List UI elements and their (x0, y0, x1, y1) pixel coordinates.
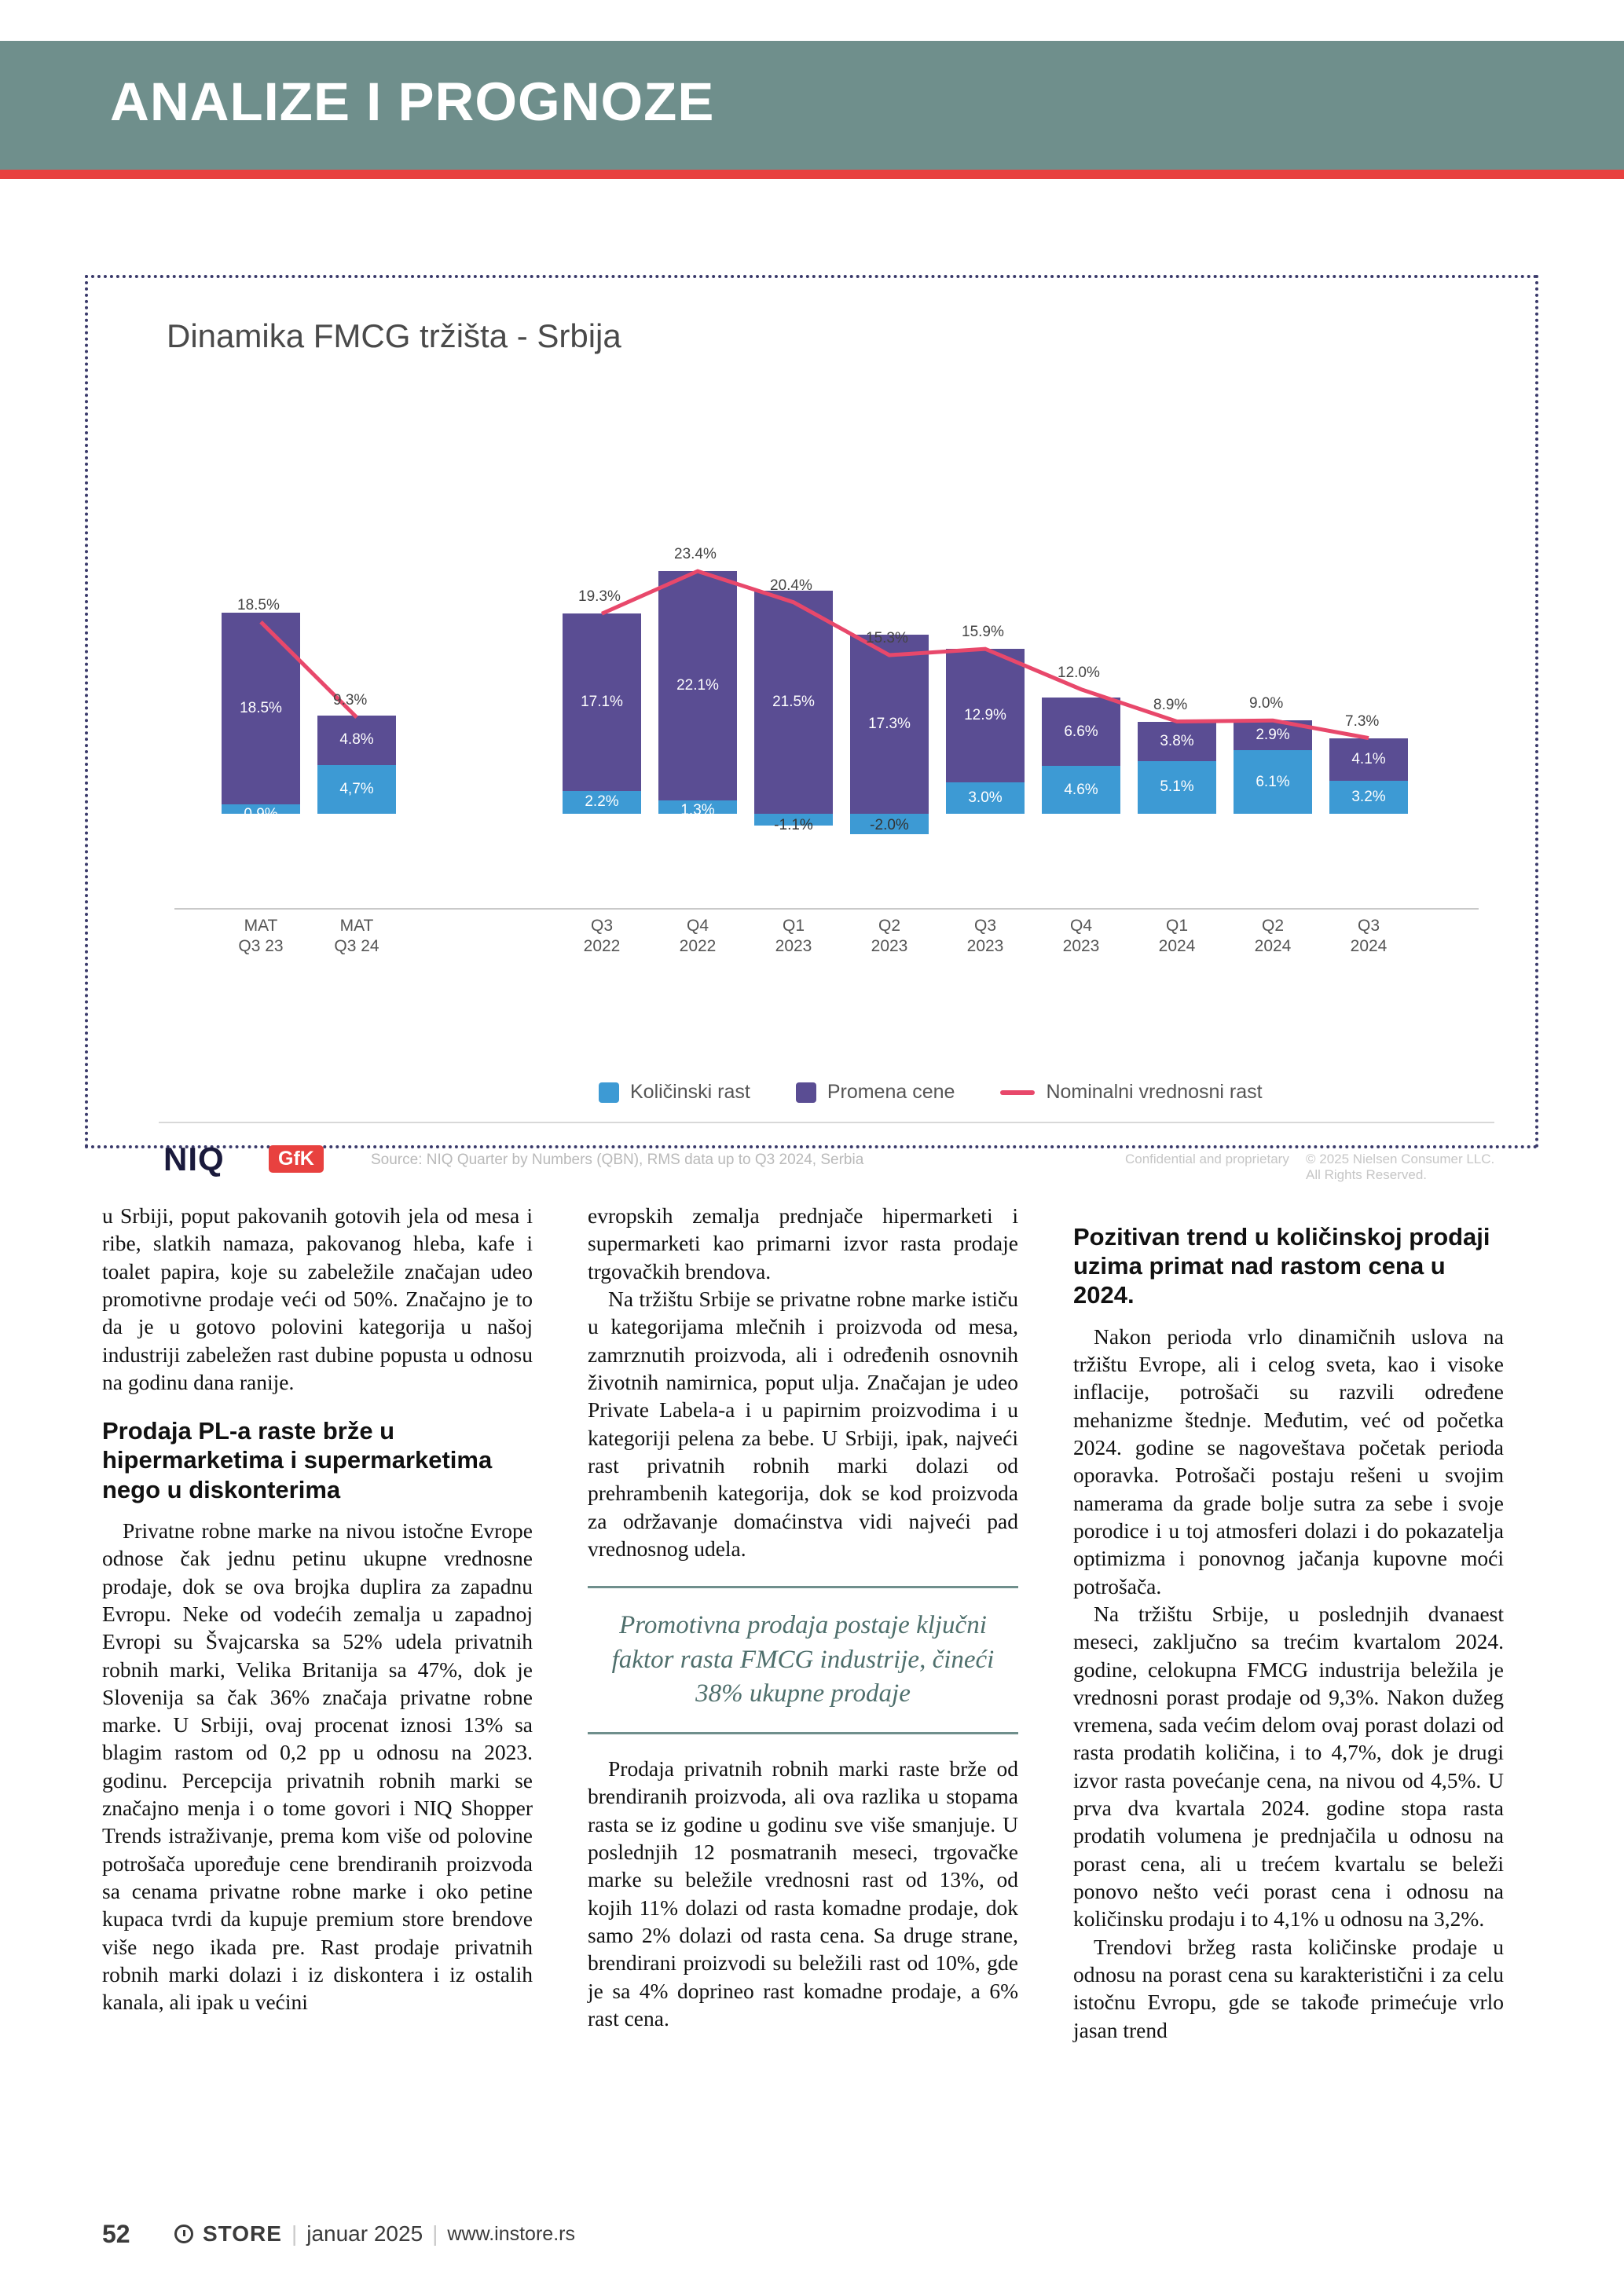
chart-bar-volume-label: -1.1% (774, 817, 813, 833)
body-column-3 (1073, 1202, 1504, 2044)
paragraph: Na tržištu Srbije se privatne robne marke ističu u kategorijama mlečnih i proizvoda od mesa, zamrznutih proizvoda, ali i određenih osnovnih životnih namirnica, poput ulja. Značajan je udeo Private Labela-a i u papirnim proizvodima i u kategoriji pelena za bebe. U Srbiji, ipak, najveći rast privatnih robnih marki dolazi od prehrambenih kategorija, dok se kod proizvoda za održavanje domaćinstva vidi najveći pad vrednosnog udela. (588, 1286, 1018, 1561)
chart-category-label: Q3 2024 (1350, 917, 1388, 956)
chart-category-label: Q4 2022 (679, 917, 717, 956)
chart-line-point-label: 20.4% (770, 577, 812, 594)
chart-panel (85, 275, 1538, 1182)
chart-bar-volume-label: 3.0% (968, 789, 1003, 807)
page-footer (174, 2221, 575, 2247)
page-number: 52 (102, 2220, 130, 2248)
chart-source: Source: NIQ Quarter by Numbers (QBN), RMS data up to Q3 2024, Serbia (371, 1152, 864, 1168)
chart-category-label: Q1 2023 (775, 917, 812, 956)
chart-bar-price-label: 4.8% (339, 731, 374, 749)
body-column-1 (102, 1202, 533, 2016)
chart-category-label: MAT Q3 24 (334, 917, 379, 956)
chart-line-point-label: 15.3% (866, 630, 908, 647)
page-header (0, 41, 1624, 170)
gfk-badge: GfK (269, 1145, 324, 1173)
paragraph: Nakon perioda vrlo dinamičnih uslova na tržištu Evrope, ali i celog sveta, kao i visoke inflacije, potrošači su razvili određene mehanizme štednje. Međutim, već od početka 2024. godine se nagoveštava početak perioda oporavka. Potrošači postaju rešeni u svojim namerama da grade bolje sutra za sebe i svoje porodice i u toj atmosferi dolazi i do pokazatelja optimizma i ponovnog jačanja kupovne moći potrošača. (1073, 1324, 1504, 1598)
section-heading-pl: Prodaja PL-a raste brže u hipermarketima i supermarketima nego u diskonterima (102, 1417, 493, 1503)
chart-copyright-note: © 2025 Nielsen Consumer LLC. All Rights Reserved. (1306, 1152, 1495, 1182)
chart-bar-price-label: 6.6% (1064, 723, 1098, 740)
chart-title: Dinamika FMCG tržišta - Srbija (167, 317, 621, 354)
chart-bar-price-label: 12.9% (964, 707, 1006, 724)
chart-axis (174, 908, 1479, 910)
chart-bar-price-label: 17.1% (581, 694, 623, 711)
chart-line-point-label: 7.3% (1345, 712, 1380, 730)
magazine-name: STORE (203, 2221, 282, 2246)
chart-legend-item (599, 1081, 750, 1104)
chart-legend-swatch (1000, 1090, 1035, 1095)
chart-bar-volume-label: -2.0% (870, 817, 909, 833)
chart-line-series (206, 468, 1494, 908)
chart-bar-price-label: 21.5% (772, 694, 815, 711)
chart-category-label: Q4 2023 (1062, 917, 1100, 956)
footer-separator-1: | (291, 2221, 298, 2246)
clock-icon (174, 2225, 193, 2243)
chart-bar-volume-label: 5.1% (1160, 778, 1194, 796)
chart-line-point-label: 9.0% (1249, 695, 1284, 712)
paragraph: Privatne robne marke na nivou istočne Evrope odnose čak jednu petinu ukupne vrednosne prodaje, dok se ova brojka duplira za zapadnu Evropu. Neke od vodećih zemalja u zapadnoj Evropi su Švajcarska sa 52% udela privatnih robnih marki, Velika Britanija sa 47%, dok je Slovenija sa čak 36% značaja privatne robne marke. U Srbiji, ovaj procenat iznosi 13% sa blagim rastom od 0,2 pp u odnosu na 2023. godinu. Percepcija privatnih robnih marki se značajno menja i o tome govori i NIQ Shopper Trends istraživanje, prema kom više od polovine potrošača upoređuje cene brendiranih proizvoda sa cenama privatne robne marke i oko petine kupaca tvrdi da kupuje premium store brendove više nego ikada pre. Rast prodaje privatnih robnih marki dolazi i iz diskontera i iz ostalih kanala, ali ipak u većini (102, 1518, 533, 2015)
chart-bar-price-label: 4.1% (1351, 750, 1386, 767)
chart-legend-item (1000, 1081, 1262, 1104)
chart-bar-volume-label: 1.3% (680, 801, 715, 818)
chart-legend-label: Količinski rast (630, 1081, 750, 1103)
chart-bar-volume-label: 3.2% (1351, 788, 1386, 805)
chart-legend-label: Nominalni vrednosni rast (1046, 1081, 1263, 1103)
chart-bar-price-label: 3.8% (1160, 732, 1194, 749)
page-title: ANALIZE I PROGNOZE (110, 71, 715, 132)
paragraph: u Srbiji, poput pakovanih gotovih jela od mesa i ribe, slatkih namaza, pakovanog hleba, kafe i toalet papira, koje su zabeležile značajan udeo promotivne prodaje veći od 50%. Značajno je to da je u gotovo polovini kategorija u našoj industriji zabeležen rast dubine popusta u odnosu na godinu dana ranije. (102, 1203, 533, 1394)
header-divider (0, 170, 1624, 179)
chart-bar-volume-label: 0,9% (244, 806, 278, 823)
chart-line-point-label: 23.4% (674, 546, 717, 563)
body-column-2 (588, 1202, 1018, 2032)
section-heading-trend: Pozitivan trend u količinskoj prodaji uzima primat nad rastom cena u 2024. (1073, 1223, 1490, 1309)
footer-separator-2: | (432, 2221, 438, 2246)
chart-plot-area (206, 468, 1494, 956)
pull-quote: Promotivna prodaja postaje ključni faktor rasta FMCG industrije, čineći 38% ukupne prodaje (588, 1586, 1018, 1734)
website-url: www.instore.rs (447, 2222, 575, 2245)
chart-bar-price-label: 17.3% (868, 715, 911, 732)
paragraph: evropskih zemalja prednjače hipermarketi i supermarketi kao primarni izvor rasta prodaje trgovačkih brendova. (588, 1203, 1018, 1283)
chart-category-label: Q2 2023 (871, 917, 908, 956)
chart-category-label: Q3 2022 (583, 917, 621, 956)
chart-line-point-label: 8.9% (1153, 696, 1188, 713)
chart-legend-item (796, 1081, 955, 1104)
chart-footer-divider (159, 1122, 1494, 1123)
chart-category-label: Q1 2024 (1158, 917, 1196, 956)
chart-bar-volume-label: 6.1% (1256, 773, 1290, 790)
chart-legend-swatch (796, 1082, 816, 1103)
chart-line-point-label: 18.5% (237, 596, 280, 613)
chart-bar-price-label: 18.5% (240, 700, 282, 717)
chart-inner (112, 295, 1512, 1182)
paragraph: Prodaja privatnih robnih marki raste brže od brendiranih proizvoda, ali ova razlika u stopama rasta se iz godine u godinu sve više smanjuje. U poslednjih 12 posmatranih meseci, trgovačke marke su beležile vrednosni rast od 13%, od kojih 11% dolazi od rasta komadne prodaje, dok samo 2% dolazi od rasta cena. Sa druge strane, brendirani proizvodi su beležili rast od 10%, gde je sa 4% doprineo rast komadne prodaje, a 6% rast cena. (588, 1756, 1018, 2031)
chart-category-label: MAT Q3 23 (238, 917, 284, 956)
chart-bar-volume-label: 4.6% (1064, 781, 1098, 798)
chart-legend-label: Promena cene (827, 1081, 955, 1103)
chart-bar-price-label: 22.1% (676, 676, 719, 694)
chart-line-point-label: 19.3% (578, 588, 621, 606)
chart-legend-swatch (599, 1082, 619, 1103)
chart-bar-price-label: 2.9% (1256, 727, 1290, 744)
chart-confidential-note: Confidential and proprietary (1125, 1152, 1289, 1166)
chart-bar-volume-label: 4,7% (339, 780, 374, 797)
paragraph: Trendovi bržeg rasta količinske prodaje u odnosu na porast cena su karakteristični i za celu istočnu Evropu, gde se takođe primećuje vrlo jasan trend (1073, 1934, 1504, 2042)
chart-line-point-label: 9.3% (333, 692, 368, 709)
chart-category-label: Q3 2023 (966, 917, 1004, 956)
chart-legend (599, 1081, 1263, 1104)
chart-category-label: Q2 2024 (1254, 917, 1292, 956)
chart-bar-volume-label: 2.2% (585, 793, 619, 811)
niq-logo: NIQ (163, 1141, 225, 1177)
paragraph: Na tržištu Srbije, u poslednjih dvanaest meseci, zaključno sa trećim kvartalom 2024. godine, celokupna FMCG industrija beležila je vrednosni porast prodaje od 9,3%. Nakon dužeg vremena, sada većim delom ovaj porast dolazi od rasta prodatih količina, i to 4,7%, dok je drugi izvor rasta povećanje cena, na nivou od 4,5%. U prva dva kvartala 2024. godine stopa rasta prodatih volumena je prednjačila u odnosu na porast cena, ali u trećem kvartalu se beleži ponovo nešto veći porast cena i odnosu na količinsku prodaju i to 4,1% u odnosu na 3,2%. (1073, 1601, 1504, 1932)
issue-date: januar 2025 (306, 2221, 423, 2246)
chart-line-point-label: 12.0% (1058, 664, 1100, 681)
chart-line-point-label: 15.9% (962, 624, 1004, 641)
